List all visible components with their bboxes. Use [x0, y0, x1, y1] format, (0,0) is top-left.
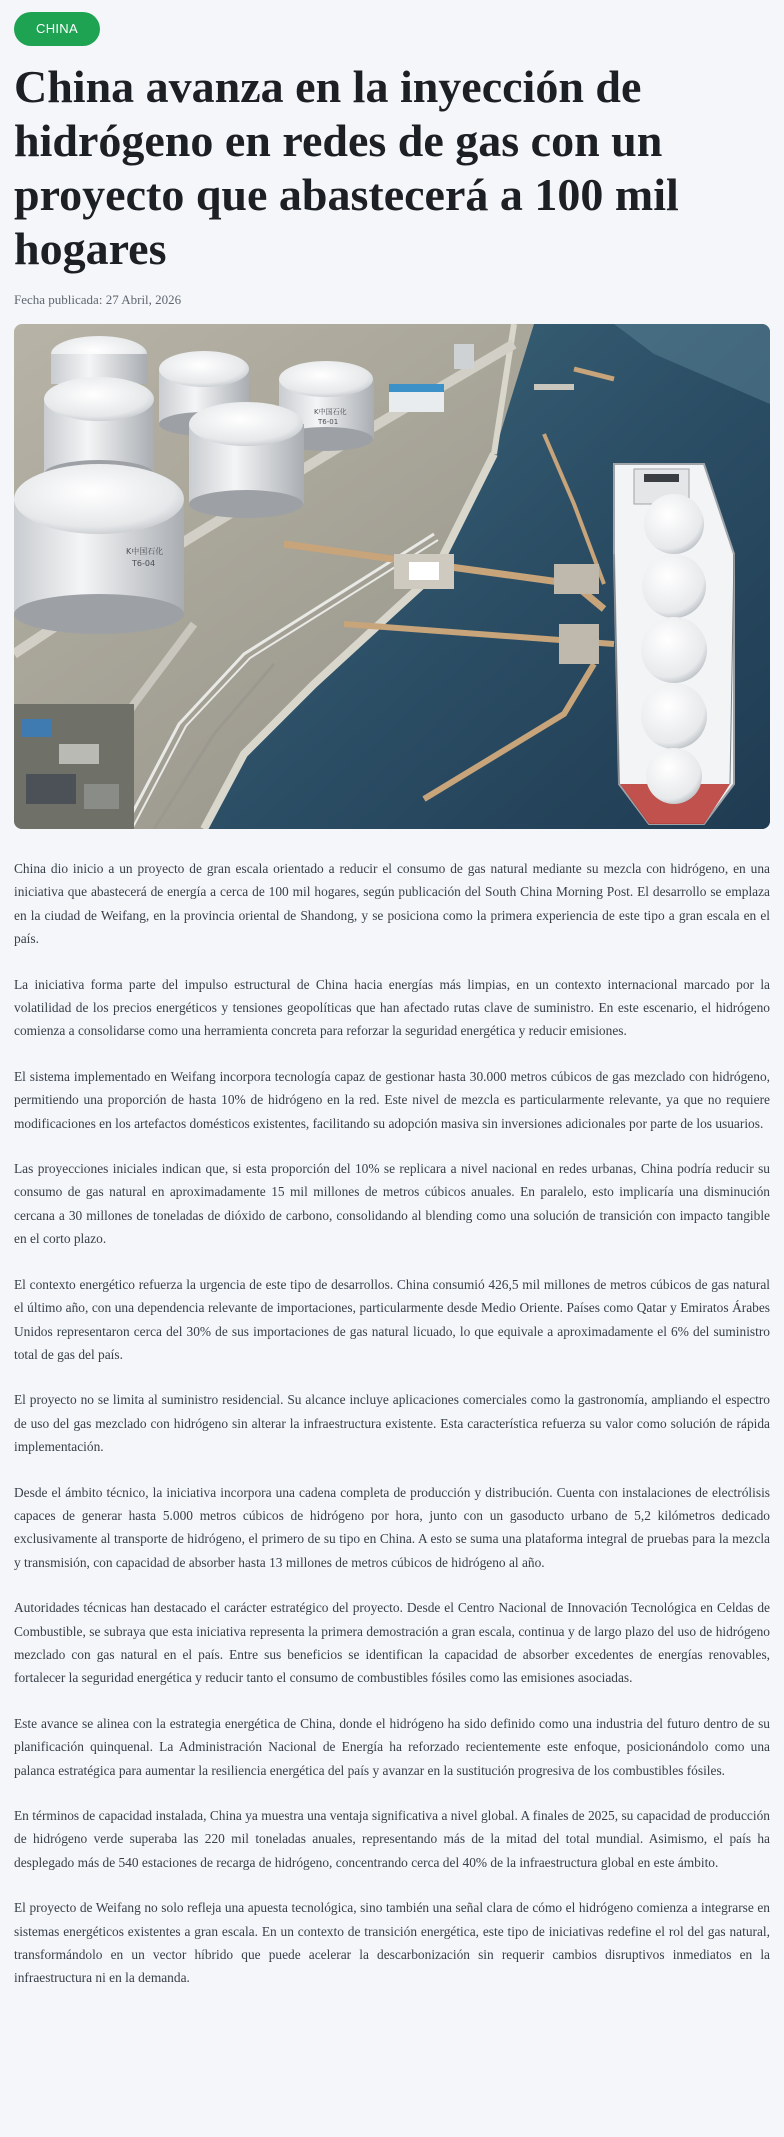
article-body [14, 857, 770, 1990]
category-badge[interactable]: CHINA [14, 12, 100, 46]
article-title: China avanza en la inyección de hidrógeno en redes de gas con un proyecto que abastecerá a 100 mil hogares [14, 61, 679, 274]
article-paragraph: El proyecto de Weifang no solo refleja una apuesta tecnológica, sino también una señal clara de cómo el hidrógeno comienza a integrarse en sistemas energéticos existentes a gran escala. En un contexto de transición energética, este tipo de iniciativas redefine el rol del gas natural, transformándolo en un vector híbrido que puede acelerar la descarbonización sin requerir cambios disruptivos inmediatos en la infraestructura ni en la demanda. [14, 1900, 770, 1986]
article-paragraph: Autoridades técnicas han destacado el carácter estratégico del proyecto. Desde el Centro Nacional de Innovación Tecnológica en Celdas de Combustible, se subraya que esta iniciativa representa la primera demostración a gran escala, continua y de largo plazo del uso de hidrógeno mezclado con gas natural en el país. Entre sus beneficios se identifican la capacidad de absorber excedentes de energías renovables, fortalecer la seguridad energética y reducir tanto el consumo de combustibles fósiles como las emisiones asociadas. [14, 1600, 770, 1686]
article-paragraph: El sistema implementado en Weifang incorpora tecnología capaz de gestionar hasta 30.000 metros cúbicos de gas mezclado con hidrógeno, permitiendo una proporción de hasta 10% de hidrógeno en la red. Este nivel de mezcla es particularmente relevante, ya que no requiere modificaciones en los artefactos domésticos existentes, facilitando su adopción masiva sin inversiones adicionales por parte de los usuarios. [14, 1068, 770, 1131]
article [14, 0, 778, 1990]
hero-tank-label: T6-01 [318, 418, 339, 426]
article-paragraph: Desde el ámbito técnico, la iniciativa incorpora una cadena completa de producción y distribución. Cuenta con instalaciones de electrólisis capaces de generar hasta 5.000 metros cúbicos de hidrógeno por hora, junto con un gasoducto urbano de 5,2 kilómetros dedicado exclusivamente al transporte de hidrógeno, el primero de su tipo en China. A esto se suma una plataforma integral de pruebas para la mezcla y transmisión, con capacidad de absorber hasta 13 millones de metros cúbicos de hidrógeno al año. [14, 1484, 770, 1570]
publish-date [14, 292, 778, 308]
article-paragraph: El proyecto no se limita al suministro residencial. Su alcance incluye aplicaciones comerciales como la gastronomía, ampliando el espectro de uso del gas mezclado con hidrógeno sin alterar la infraestructura existente. Esta característica refuerza su valor como solución de rápida implementación. [14, 1392, 770, 1455]
article-paragraph: La iniciativa forma parte del impulso estructural de China hacia energías más limpias, en un contexto internacional marcado por la volatilidad de los precios energéticos y tensiones geopolíticas que han afectado rutas clave de suministro. En este escenario, el hidrógeno comienza a consolidarse como una herramienta concreta para reforzar la seguridad energética y reducir emisiones. [14, 976, 770, 1039]
hero-image [14, 324, 770, 829]
publish-date-label: Fecha publicada: [14, 292, 103, 307]
article-paragraph: El contexto energético refuerza la urgencia de este tipo de desarrollos. China consumió 426,5 mil millones de metros cúbicos de gas natural el último año, con una dependencia relevante de importaciones, particularmente desde Medio Oriente. Países como Qatar y Emiratos Árabes Unidos representaron cerca del 30% de sus importaciones de gas natural licuado, lo que equivale a aproximadamente el 6% del suministro total de gas del país. [14, 1276, 770, 1362]
publish-date-value: 27 Abril, 2026 [105, 292, 182, 307]
article-paragraph: Este avance se alinea con la estrategia energética de China, donde el hidrógeno ha sido definido como una industria del futuro dentro de su planificación quinquenal. La Administración Nacional de Energía ha reforzado recientemente este enfoque, posicionándolo como una palanca estratégica para aumentar la resiliencia energética del país y avanzar en la sustitución progresiva de los combustibles fósiles. [14, 1715, 770, 1778]
hero-tank-label: T6-04 [132, 559, 156, 568]
hero-tank-label: K中国石化 [314, 408, 347, 416]
hero-tank-label: K中国石化 [126, 547, 164, 556]
article-paragraph: Las proyecciones iniciales indican que, si esta proporción del 10% se replicara a nivel nacional en redes urbanas, China podría reducir su consumo de gas natural en aproximadamente 15 mil millones de metros cúbicos anuales. En paralelo, esto implicaría una disminución cercana a 30 millones de toneladas de dióxido de carbono, consolidando al blending como una solución de transición con impacto tangible en el corto plazo. [14, 1161, 770, 1247]
article-paragraph: China dio inicio a un proyecto de gran escala orientado a reducir el consumo de gas natural mediante su mezcla con hidrógeno, en una iniciativa que abastecerá de energía a cerca de 100 mil hogares, según publicación del South China Morning Post. El desarrollo se emplaza en la ciudad de Weifang, en la provincia oriental de Shandong, y se posiciona como la primera experiencia de este tipo a gran escala en el país. [14, 861, 770, 947]
article-paragraph: En términos de capacidad instalada, China ya muestra una ventaja significativa a nivel global. A finales de 2025, su capacidad de producción de hidrógeno verde superaba las 220 mil toneladas anuales, representando más de la mitad del total mundial. Asimismo, el país ha desplegado más de 540 estaciones de recarga de hidrógeno, concentrando cerca del 40% de la infraestructura global en este ámbito. [14, 1808, 770, 1870]
